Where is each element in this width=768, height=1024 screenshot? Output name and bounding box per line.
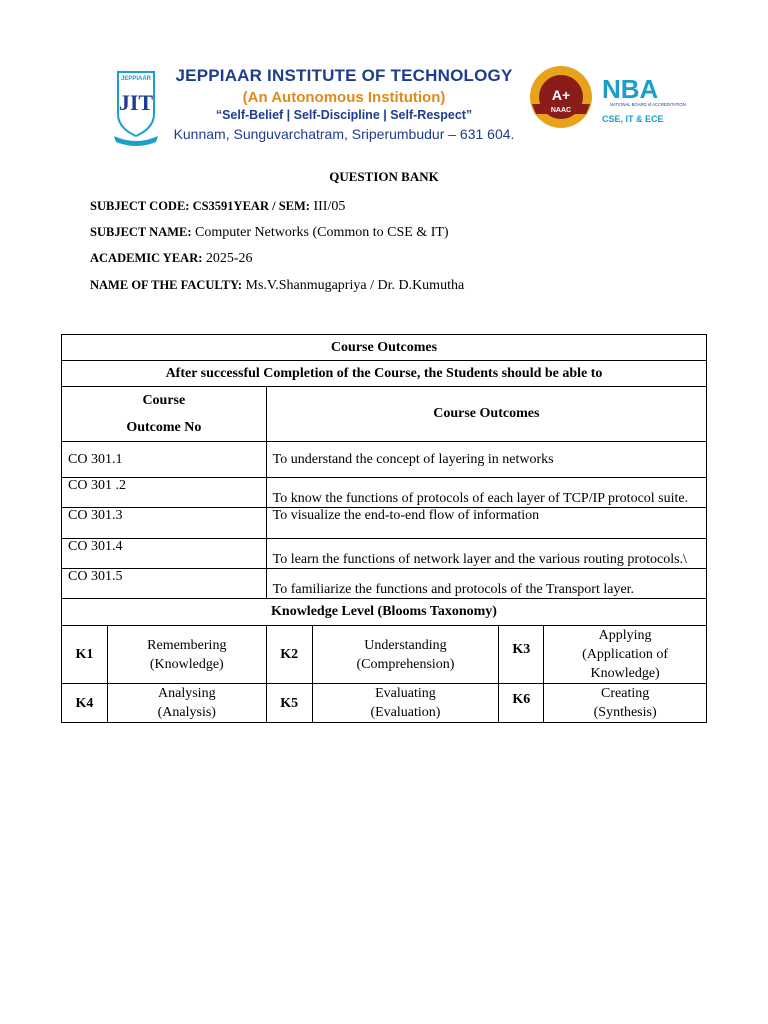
level-description <box>107 684 266 723</box>
level-category: (Evaluation) <box>370 705 441 720</box>
subject-code-row <box>90 199 345 215</box>
faculty-label: NAME OF THE FACULTY: <box>90 278 242 292</box>
level-code: K2 <box>266 626 312 684</box>
level-description <box>312 684 499 723</box>
table-column-header-row <box>62 387 707 442</box>
course-outcomes-table <box>61 334 707 723</box>
level-code: K4 <box>62 684 108 723</box>
jit-logo <box>112 66 160 148</box>
institution-address: Kunnam, Sunguvarchatram, Sriperumbudur – 631 604. <box>173 126 515 142</box>
level-description <box>544 626 707 684</box>
level-description <box>107 626 266 684</box>
outcome-no: CO 301 .2 <box>62 478 267 508</box>
outcome-text: To familiarize the functions and protocols of the Transport layer. <box>266 569 706 599</box>
column-header-outcome-no <box>62 387 267 442</box>
subject-code-value: III/05 <box>313 199 346 214</box>
naac-grade: A+ <box>551 87 571 103</box>
institution-motto: “Self-Belief | Self-Discipline | Self-Respect” <box>215 108 473 122</box>
column-header-outcome-no-line1: Course <box>142 393 186 408</box>
subject-code-label: SUBJECT CODE: CS3591YEAR / SEM: <box>90 199 310 213</box>
level-name: Evaluating <box>375 686 436 701</box>
table-row <box>62 508 707 539</box>
level-name: Analysing <box>158 686 216 701</box>
outcome-text: To visualize the end-to-end flow of information <box>266 508 706 539</box>
logo-letters: JIT <box>118 90 154 115</box>
knowledge-level-row <box>62 626 707 684</box>
outcome-no: CO 301.4 <box>62 539 267 569</box>
level-category: (Knowledge) <box>149 656 224 672</box>
level-name: Remembering <box>147 637 227 653</box>
level-category: (Synthesis) <box>593 705 657 720</box>
table-subheading-row <box>62 361 707 387</box>
level-name: Applying <box>598 628 652 643</box>
level-code: K5 <box>266 684 312 723</box>
nba-label: NBA <box>602 74 659 104</box>
level-category: (Analysis) <box>157 705 216 720</box>
institution-text <box>158 66 530 142</box>
subject-name-row <box>90 225 449 241</box>
logo-top-text: JEPPIAAR <box>120 76 152 82</box>
academic-year-label: ACADEMIC YEAR: <box>90 251 203 265</box>
knowledge-heading: Knowledge Level (Blooms Taxonomy) <box>62 599 707 626</box>
level-code: K1 <box>62 626 108 684</box>
level-name: Creating <box>601 686 650 701</box>
institution-status: (An Autonomous Institution) <box>242 89 446 106</box>
outcome-no: CO 301.3 <box>62 508 267 539</box>
knowledge-heading-row <box>62 599 707 626</box>
nba-logo <box>600 70 686 130</box>
naac-label: NAAC <box>550 107 572 114</box>
subject-name-label: SUBJECT NAME: <box>90 225 192 239</box>
outcome-text: To know the functions of protocols of each layer of TCP/IP protocol suite. <box>266 478 706 508</box>
subject-name-value: Computer Networks (Common to CSE & IT) <box>195 225 449 240</box>
column-header-outcomes: Course Outcomes <box>266 387 706 442</box>
table-subheading: After successful Completion of the Course, the Students should be able to <box>62 361 707 387</box>
level-description <box>312 626 499 684</box>
level-category-cont: Knowledge) <box>590 666 660 681</box>
table-heading: Course Outcomes <box>62 335 707 361</box>
academic-year-value: 2025-26 <box>205 251 253 266</box>
table-row <box>62 442 707 478</box>
faculty-value: Ms.V.Shanmugapriya / Dr. D.Kumutha <box>245 278 465 293</box>
institution-name: JEPPIAAR INSTITUTE OF TECHNOLOGY <box>175 66 513 85</box>
level-name: Understanding <box>364 637 447 653</box>
faculty-row <box>90 278 464 294</box>
nba-depts: CSE, IT & ECE <box>602 114 664 124</box>
naac-badge <box>528 64 594 130</box>
table-heading-row <box>62 335 707 361</box>
document-title: QUESTION BANK <box>329 169 439 184</box>
outcome-no: CO 301.5 <box>62 569 267 599</box>
column-header-outcome-no-line2: Outcome No <box>126 420 202 435</box>
level-code: K6 <box>499 684 544 723</box>
table-row <box>62 569 707 599</box>
level-category: (Comprehension) <box>356 656 455 672</box>
institution-header <box>108 62 686 152</box>
outcome-text: To learn the functions of network layer and the various routing protocols.\ <box>266 539 706 569</box>
level-category: (Application of <box>582 647 669 662</box>
table-row <box>62 478 707 508</box>
outcome-text: To understand the concept of layering in networks <box>266 442 706 478</box>
level-code: K3 <box>499 626 544 684</box>
nba-subtitle: NATIONAL BOARD of ACCREDITATION <box>610 102 686 107</box>
knowledge-level-row <box>62 684 707 723</box>
table-row <box>62 539 707 569</box>
outcome-no: CO 301.1 <box>62 442 267 478</box>
level-description <box>544 684 707 723</box>
academic-year-row <box>90 251 253 267</box>
